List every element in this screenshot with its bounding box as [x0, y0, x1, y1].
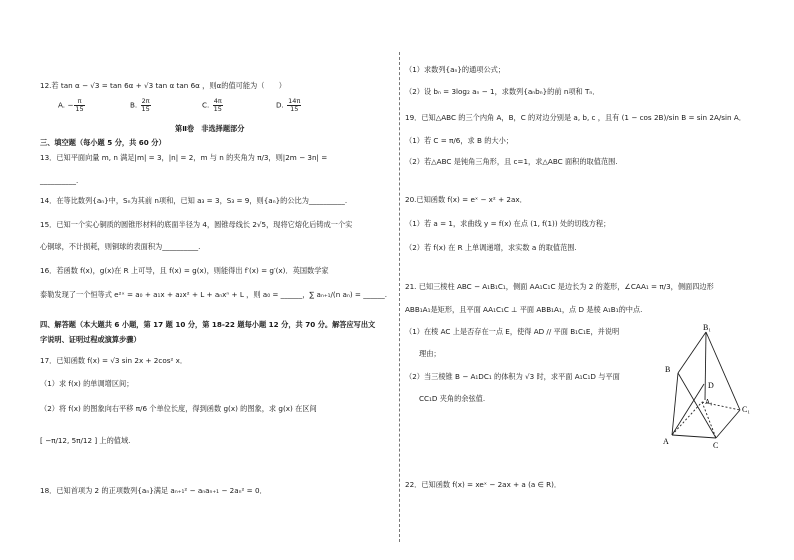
- q12-choice-b[interactable]: B. $\frac{2\pi}{15}$: [130, 97, 150, 113]
- label-b: B: [665, 365, 671, 374]
- q13: 13．已知平面向量 m, n 满足|m| = 3，|n| = 2，m 与 n 的夹角为 π/3，则|2m − 3n| =: [40, 153, 328, 162]
- q21-line1: 21. 已知三棱柱 ABC − A₁B₁C₁，侧面 AA₁C₁C 是边长为 2 的菱形，∠CAA₁ = π/3，侧面四边形: [405, 282, 714, 291]
- q13-blank[interactable]: __________.: [40, 176, 79, 185]
- label-a1: A₁: [705, 398, 713, 406]
- column-divider: [399, 52, 400, 542]
- q21-part2-line1: （2）当三棱锥 B − A₁DC₁ 的体积为 √3 时，求平面 A₁C₁D 与平面: [405, 372, 620, 381]
- label-b1: B₁: [703, 323, 712, 332]
- q17: 17．已知函数 f(x) = √3 sin 2x + 2cos² x．: [40, 356, 188, 365]
- section4-title-cont: 字说明、证明过程或演算步骤）: [40, 335, 141, 344]
- q12-stem: 12.若 tan α − √3 = tan 6α + √3 tan α tan 6α ，则α的值可能为（ ）: [40, 81, 286, 90]
- q17-part1: （1）求 f(x) 的单调增区间；: [40, 379, 134, 388]
- q21-part1-line2: 理由；: [419, 349, 441, 358]
- part2-title: 第Ⅱ卷 非选择题部分: [175, 124, 245, 133]
- q12-choice-c[interactable]: C. $\frac{4\pi}{15}$: [202, 97, 222, 113]
- q20-part2: （2）若 f(x) 在 R 上单调递增，求实数 a 的取值范围.: [405, 243, 577, 252]
- q20-stem: 20.已知函数 f(x) = eˣ − x² + 2ax．: [405, 195, 527, 204]
- q18-part2: （2）设 bₙ = 3log₂ aₙ − 1，求数列{aₙbₙ}的前 n项和 Tₙ．: [405, 87, 600, 96]
- q21-part1-line1: （1）在棱 AC 上是否存在一点 E，使得 AD // 平面 B₁C₁E，并说明: [405, 327, 620, 336]
- q12-choice-d[interactable]: D. $\frac{14\pi}{15}$: [276, 97, 301, 113]
- q19-stem: 19．已知△ABC 的三个内角 A，B，C 的对边分别是 a, b, c ，且有 (1 − cos 2B)/sin B = sin 2A/sin A．: [405, 113, 746, 122]
- q16-line2: 泰勒发现了一个恒等式 e²ˣ = a₀ + a₁x + a₂x² + L + aₙxⁿ + L ，则 a₀ = ______，∑ aₙ₊₁/(n aₙ) = ______.: [40, 290, 388, 299]
- section3-title: 三、填空题（每小题 5 分，共 60 分）: [40, 138, 166, 147]
- q16-line1: 16．若函数 f(x)，g(x)在 R 上可导，且 f(x) = g(x)，则能得出 f′(x) = g′(x)．英国数学家: [40, 266, 329, 275]
- q21-part2-line2: CC₁D 夹角的余弦值.: [419, 394, 486, 403]
- label-c1: C₁: [742, 405, 751, 414]
- q17-interval: [ −π/12, 5π/12 ] 上的值域.: [40, 436, 131, 445]
- q19-part1: （1）若 C = π/6，求 B 的大小；: [405, 136, 513, 145]
- q20-part1: （1）若 a = 1，求曲线 y = f(x) 在点 (1, f(1)) 处的切线方程；: [405, 219, 611, 228]
- q17-part2: （2）将 f(x) 的图象向右平移 π/6 个单位长度，得到函数 g(x) 的图象，求 g(x) 在区间: [40, 404, 317, 413]
- q15-line2: 心铜球，不计损耗，则铜球的表面积为__________.: [40, 242, 201, 251]
- q22-stem: 22．已知函数 f(x) = xeˣ − 2ax + a (a ∈ R)．: [405, 480, 562, 489]
- prism-figure: [660, 320, 785, 455]
- q18-part1: （1）求数列{aₙ}的通项公式；: [405, 65, 506, 74]
- label-a: A: [663, 437, 669, 446]
- q21-line2: ABB₁A₁是矩形，且平面 AA₁C₁C ⊥ 平面 ABB₁A₁，点 D 是棱 A₁B₁的中点.: [405, 305, 643, 314]
- q19-part2: （2）若△ABC 是钝角三角形，且 c=1，求△ABC 面积的取值范围.: [405, 157, 618, 166]
- section4-title: 四、解答题（本大题共 6 小题，第 17 题 10 分，第 18-22 题每小题 12 分，共 70 分。解答应写出文: [40, 320, 376, 329]
- q12-choice-a[interactable]: A. − $\frac{\pi}{15}$: [58, 97, 84, 113]
- label-c: C: [713, 441, 719, 450]
- q15-line1: 15．已知一个实心铜质的圆锥形材料的底面半径为 4，圆锥母线长 2√5，现将它熔化后铸成一个实: [40, 220, 353, 229]
- label-d: D: [708, 381, 714, 390]
- q14: 14．在等比数列{aₙ}中，Sₙ为其前 n项和，已知 a₃ = 3，S₃ = 9，则{aₙ}的公比为__________.: [40, 196, 348, 205]
- q18-stem: 18．已知首项为 2 的正项数列{aₙ}满足 aₙ₊₁² − aₙaₙ₊₁ − 2aₙ² = 0．: [40, 486, 267, 495]
